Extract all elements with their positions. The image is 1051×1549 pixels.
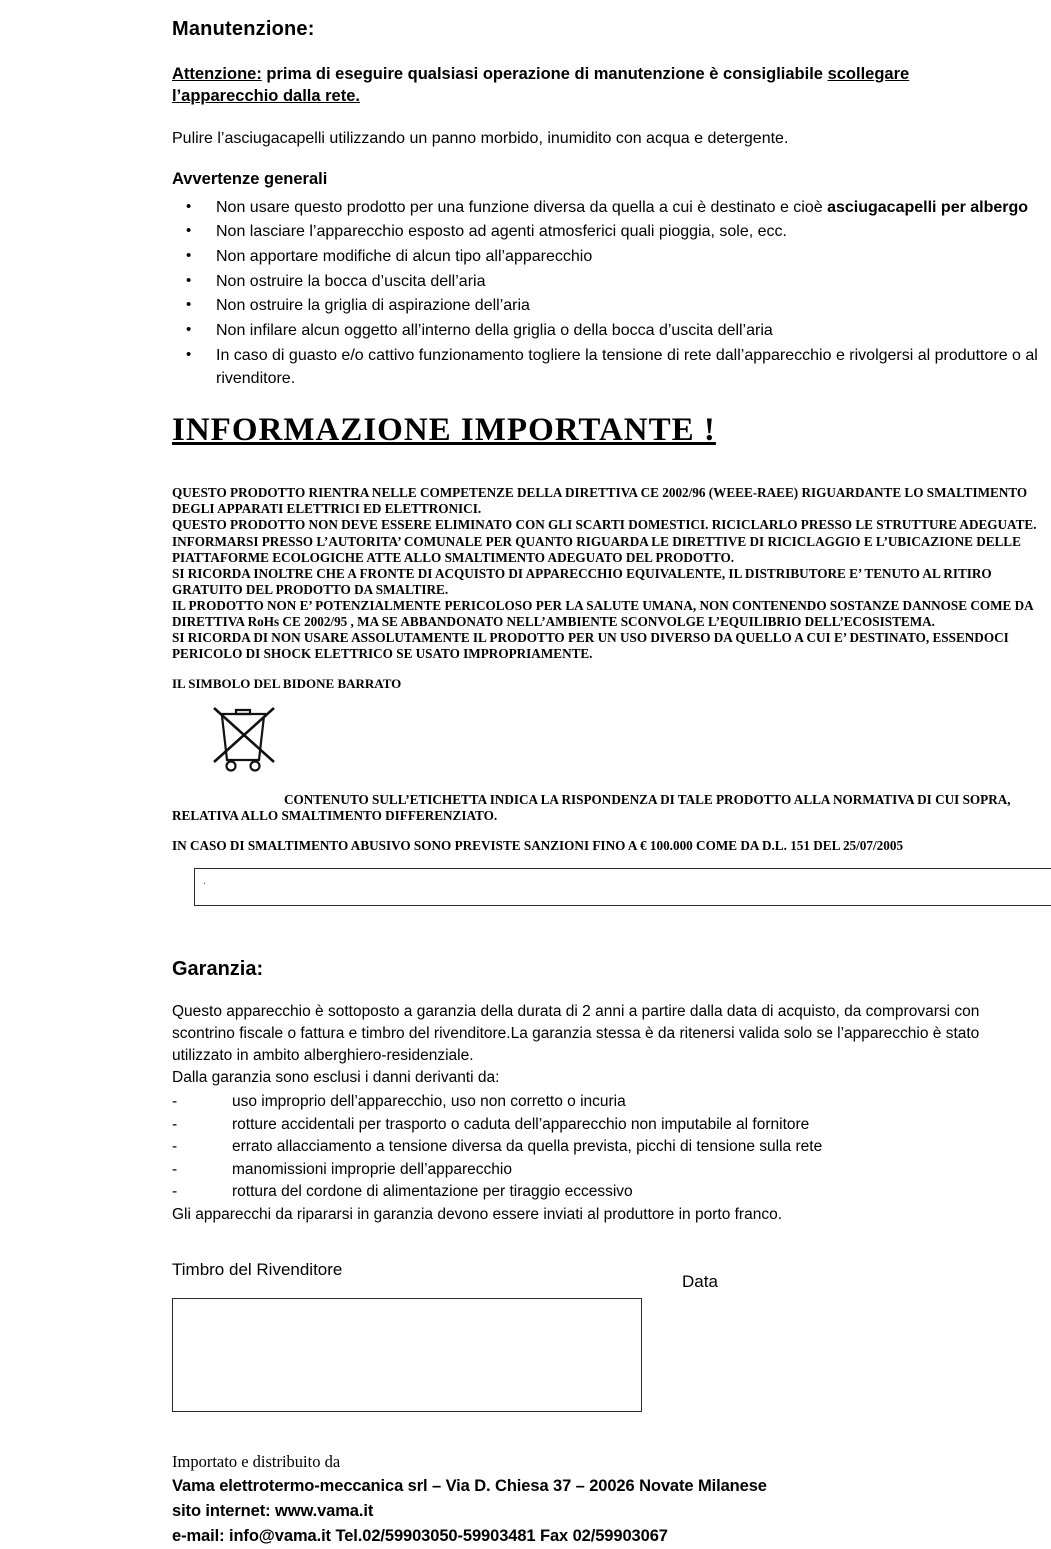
list-item [180,320,1051,343]
weee-legal-block [172,485,1051,662]
footer-block [172,1450,1051,1549]
attention-label: Attenzione: [172,65,262,83]
list-item: - manomissioni improprie dell’apparecchio [172,1159,1051,1181]
warranty-exclusions-list [172,1091,1051,1203]
warranty-exclusions-lead: Dalla garanzia sono esclusi i danni derivanti da: [172,1069,500,1087]
stamp-and-date-row [172,1260,1051,1290]
footer-line-company: Vama elettrotermo-meccanica srl – Via D. Chiesa 37 – 20026 Novate Milanese [172,1477,767,1496]
stamp-label: Timbro del Rivenditore [172,1259,343,1279]
legal-paragraph: SI RICORDA INOLTRE CHE A FRONTE DI ACQUISTO DI APPARECCHIO EQUIVALENTE, IL DISTRIBUTORE E’ TENUTO AL RITIRO GRATUITO DEL PRODOTTO DA SMALTIRE. [172,565,992,597]
warning-bold: asciugacapelli per albergo [827,198,1029,216]
warranty-closing: Gli apparecchi da ripararsi in garanzia devono essere inviati al produttore in porto franco. [172,1205,783,1223]
warning-text: Non infilare alcun oggetto all’interno della griglia o della bocca d’uscita dell’aria [216,322,773,340]
list-item [180,246,1051,269]
blank-strip-box [194,868,1051,906]
list-item [180,197,1051,220]
warning-text: Non usare questo prodotto per una funzione diversa da quella a cui è destinato e cioè [216,198,828,216]
stray-mark: . [203,875,207,888]
dealer-stamp-box[interactable] [172,1298,642,1412]
crossed-out-wheelie-bin-icon [200,698,290,778]
warning-text: Non ostruire la griglia di aspirazione dell’aria [216,297,530,315]
warning-text: Non apportare modifiche di alcun tipo all’apparecchio [216,247,593,265]
attention-underlined: scollegare l’apparecchio dalla rete. [172,65,910,106]
date-label: Data [682,1271,718,1291]
attention-mid: prima di eseguire qualsiasi operazione di manutenzione è consigliabile [261,65,828,83]
list-item: - uso improprio dell’apparecchio, uso non corretto o incuria [172,1091,1051,1113]
footer-line-website: sito internet: www.vama.it [172,1502,374,1521]
attention-paragraph [172,63,998,108]
legal-paragraph: IL PRODOTTO NON E’ POTENZIALMENTE PERICOLOSO PER LA SALUTE UMANA, NON CONTENENDO SOSTANZE DANNOSE COME DA DIRETTIVA RoHs CE 2002/95 , MA SE ABBANDONATO NELL’AMBIENTE SCONVOLGE L’EQUILIBRIO DELL’ECOSISTEMA. [172,597,1033,630]
warnings-title: Avvertenze generali [172,169,328,188]
warning-text: In caso di guasto e/o cattivo funzionamento togliere la tensione di rete dall’apparecchio e rivolgersi al produttore o al rivenditore. [216,346,1038,387]
symbol-caption: IL SIMBOLO DEL BIDONE BARRATO [172,676,402,692]
document-content [172,18,1051,1549]
page-title-garanzia: Garanzia: [172,958,264,981]
list-item [180,221,1051,244]
legal-paragraph: INFORMARSI PRESSO L’AUTORITA’ COMUNALE PER QUANTO RIGUARDA LE DIRETTIVE DI RICICLAGGIO E L’UBICAZIONE DELLE PIATTAFORME ECOLOGICHE ATTE ALLO SMALTIMENTO ADEGUATO DEL PRODOTTO. [172,533,1021,565]
page-title-manutenzione: Manutenzione: [172,18,315,40]
list-item: - errato allacciamento a tensione diversa da quella prevista, picchi di tensione sulla rete [172,1136,1051,1158]
warning-text: Non ostruire la bocca d’uscita dell’aria [216,272,486,290]
legal-paragraph: QUESTO PRODOTTO NON DEVE ESSERE ELIMINATO CON GLI SCARTI DOMESTICI. RICICLARLO PRESSO LE STRUTTURE ADEGUATE. [172,517,1037,533]
list-item [180,295,1051,318]
list-item [180,345,1051,390]
cleaning-instruction: Pulire l’asciugacapelli utilizzando un panno morbido, inumidito con acqua e detergente. [172,129,789,147]
footer-line-imported-by: Importato e distribuito da [172,1451,341,1471]
warnings-list [172,197,1051,391]
weee-legal-after [172,792,1051,855]
warning-text: Non lasciare l’apparecchio esposto ad agenti atmosferici quali pioggia, sole, ecc. [216,223,787,241]
list-item [180,271,1051,294]
legal-after-line [172,792,1051,825]
list-item: - rotture accidentali per trasporto o caduta dell’apparecchio non imputabile al fornitore [172,1114,1051,1136]
important-heading: INFORMAZIONE IMPORTANTE ! [172,412,716,449]
footer-line-contacts: e-mail: info@vama.it Tel.02/59903050-59903481 Fax 02/59903067 [172,1526,668,1545]
legal-after-text: CONTENUTO SULL’ETICHETTA INDICA LA RISPONDENZA DI TALE PRODOTTO ALLA NORMATIVA DI CUI SOPRA, RELATIVA ALLO SMALTIMENTO DIFFERENZIATO. [172,791,1011,823]
legal-after-line: IN CASO DI SMALTIMENTO ABUSIVO SONO PREVISTE SANZIONI FINO A € 100.000 COME DA D.L. 151 DEL 25/07/2005 [172,837,904,853]
list-item: - rottura del cordone di alimentazione per tiraggio eccessivo [172,1181,1051,1203]
legal-paragraph: QUESTO PRODOTTO RIENTRA NELLE COMPETENZE DELLA DIRETTIVA CE 2002/96 (WEEE-RAEE) RIGUARDANTE LO SMALTIMENTO DEGLI APPARATI ELETTRICI ED ELETTRONICI. [172,485,1028,517]
warranty-intro: Questo apparecchio è sottoposto a garanzia della durata di 2 anni a partire dalla data di acquisto, da comprovarsi con scontrino fiscale o fattura e timbro del rivenditore.La garanzia stessa è da ritenersi valida solo se l’apparecchio è stato utilizzato in ambito alberghiero-residenziale. [172,1003,980,1065]
legal-paragraph: SI RICORDA DI NON USARE ASSOLUTAMENTE IL PRODOTTO PER UN USO DIVERSO DA QUELLO A CUI E’ DESTINATO, ESSENDOCI PERICOLO DI SHOCK ELETTRICO SE USATO IMPROPRIAMENTE. [172,630,1009,662]
